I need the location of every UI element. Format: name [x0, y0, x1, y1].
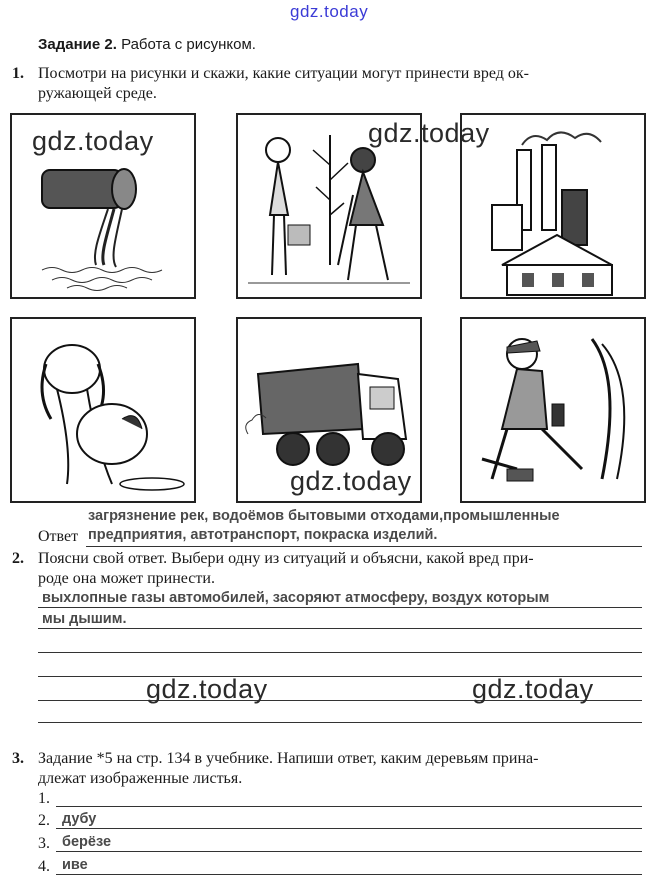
q1-number: 1.	[12, 65, 24, 82]
answer-label: Ответ	[38, 528, 79, 545]
q3-item-3-line	[56, 851, 642, 852]
dog-puddle-picture	[10, 317, 196, 503]
task-title: Работа с рисунком.	[121, 36, 256, 53]
answer1-line1: загрязнение рек, водоёмов бытовыми отходами,промышленные	[88, 508, 560, 524]
q2-line1: Поясни свой ответ. Выбери одну из ситуаций и объясни, какой вред при-	[38, 550, 534, 567]
q3-line2: длежат изображенные листья.	[38, 770, 243, 787]
q2-number: 2.	[12, 550, 24, 567]
q3-item-4-answer: иве	[62, 857, 88, 873]
q3-item-2-line	[56, 828, 642, 829]
writing-line-6	[38, 722, 642, 723]
q3-item-1-line	[56, 806, 642, 807]
q3-item-4-number: 4.	[38, 858, 50, 875]
q2-answer-line2: мы дышим.	[42, 611, 127, 627]
writing-line-1	[38, 607, 642, 608]
writing-line-3	[38, 652, 642, 653]
q2-line2: роде она может принести.	[38, 570, 215, 587]
q3-item-3-number: 3.	[38, 835, 50, 852]
watermark-3: gdz.today	[290, 466, 412, 496]
q3-line1: Задание *5 на стр. 134 в учебнике. Напиши ответ, каким деревьям прина-	[38, 750, 539, 767]
q3-item-1-number: 1.	[38, 790, 50, 807]
watermark-4: gdz.today	[146, 674, 268, 704]
q1-line1: Посмотри на рисунки и скажи, какие ситуации могут принести вред ок-	[38, 65, 529, 82]
watermark-5: gdz.today	[472, 674, 594, 704]
boy-painting-icon	[462, 319, 644, 501]
task-header	[38, 36, 256, 53]
watermark-1: gdz.today	[32, 126, 154, 156]
q3-item-3-answer: берёзе	[62, 834, 112, 850]
dog-icon	[12, 319, 194, 501]
watermark-2: gdz.today	[368, 118, 490, 148]
boy-painting-boat-picture	[460, 317, 646, 503]
q3-item-2-answer: дубу	[62, 811, 97, 827]
answer1-line2: предприятия, автотранспорт, покраска изделий.	[88, 527, 438, 543]
task-label: Задание 2.	[38, 36, 117, 53]
q1-line2: ружающей среде.	[38, 85, 157, 102]
q3-item-2-number: 2.	[38, 812, 50, 829]
writing-line-2	[38, 628, 642, 629]
q3-item-4-line	[56, 874, 642, 875]
q2-answer-line1: выхлопные газы автомобилей, засоряют атмосферу, воздух которым	[42, 590, 550, 606]
q3-number: 3.	[12, 750, 24, 767]
answer-line	[86, 546, 642, 547]
watermark-top: gdz.today	[290, 2, 369, 21]
